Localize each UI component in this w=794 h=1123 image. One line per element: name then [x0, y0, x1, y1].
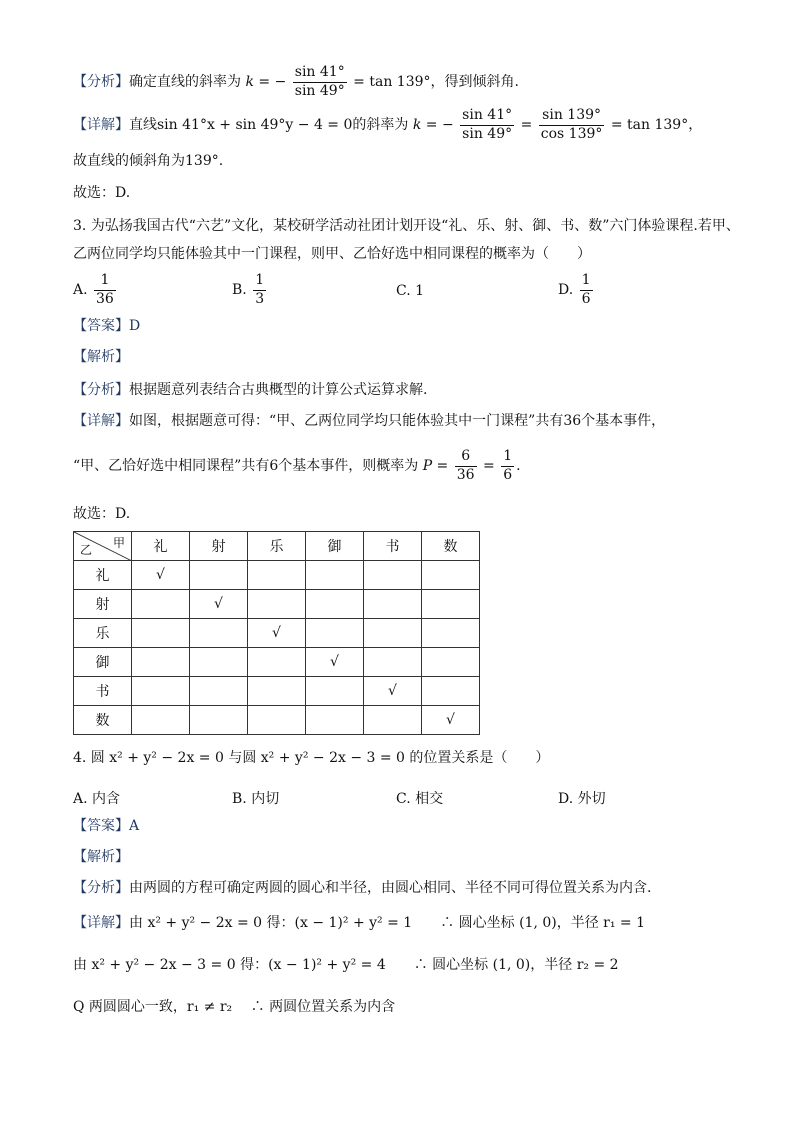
- fraction-numerator: sin 139°: [539, 107, 605, 126]
- option-label: D.: [558, 282, 574, 298]
- option-fraction: [94, 272, 116, 308]
- q3-jiexi: 【解析】: [73, 349, 129, 365]
- check-cell: √: [422, 706, 480, 735]
- q2-choice: 故选：D.: [73, 185, 131, 201]
- table-cell: [132, 619, 190, 648]
- table-cell: [248, 648, 306, 677]
- fraction-numerator: sin 41°: [460, 107, 514, 126]
- analysis-post: ，得到倾斜角.: [430, 74, 519, 90]
- table-corner: [74, 532, 132, 561]
- table-cell: [306, 619, 364, 648]
- table-cell: [248, 590, 306, 619]
- table-row: [74, 590, 480, 619]
- option-label: A.: [73, 282, 88, 298]
- check-cell: √: [364, 677, 422, 706]
- option-fraction: [580, 272, 593, 308]
- q4-option-b: B. 内切: [232, 791, 280, 807]
- table-cell: [422, 677, 480, 706]
- col-header: 数: [422, 532, 480, 561]
- table-row: [74, 648, 480, 677]
- table-cell: [364, 590, 422, 619]
- table-header-row: [74, 532, 480, 561]
- fraction-denominator: 36: [456, 466, 475, 483]
- detail-text: 如图，根据题意可得：“甲、乙两位同学均只能体验其中一门课程”共有36个基本事件，: [129, 413, 666, 429]
- detail-tag: 【详解】: [73, 413, 129, 429]
- table-cell: [364, 706, 422, 735]
- table-row: [74, 619, 480, 648]
- fraction-numerator: 6: [455, 448, 477, 467]
- equals-sign: =: [520, 117, 533, 133]
- col-header: 御: [306, 532, 364, 561]
- fraction-numerator: sin 41°: [293, 64, 347, 83]
- analysis-text: 根据题意列表结合古典概型的计算公式运算求解.: [129, 382, 428, 398]
- analysis-text: 确定直线的斜率为: [129, 74, 241, 90]
- table-cell: [190, 561, 248, 590]
- table-cell: [190, 677, 248, 706]
- q4-analysis: [73, 881, 651, 895]
- table-cell: [306, 561, 364, 590]
- table-cell: [248, 561, 306, 590]
- table-cell: [132, 648, 190, 677]
- equals-sign: =: [483, 458, 495, 474]
- q4-option-a: A. 内含: [73, 791, 121, 807]
- fraction-numerator: 1: [501, 448, 514, 467]
- table-cell: [422, 648, 480, 677]
- table-cell: [306, 677, 364, 706]
- period: .: [516, 458, 521, 474]
- check-cell: √: [132, 561, 190, 590]
- option-label: B.: [232, 282, 247, 298]
- table-cell: [306, 590, 364, 619]
- q4-detail-2: 由 x² + y² − 2x − 3 = 0 得：(x − 1)² + y² = 4 ∴ 圆心坐标 (1, 0)，半径 r₂ = 2: [73, 957, 619, 973]
- table-cell: [248, 706, 306, 735]
- table-cell: [422, 619, 480, 648]
- q3-option-d: [558, 272, 595, 308]
- table-cell: [364, 648, 422, 677]
- analysis-tag: 【分析】: [73, 382, 129, 398]
- slope-expr: k = −: [412, 117, 454, 133]
- option-fraction: [253, 272, 266, 308]
- slope-tail: = tan 139°: [353, 74, 431, 90]
- col-header: 礼: [132, 532, 190, 561]
- col-header: 书: [364, 532, 422, 561]
- course-table: [73, 531, 480, 735]
- q4-jiexi: 【解析】: [73, 849, 129, 865]
- detail-tag: 【详解】: [73, 915, 129, 931]
- fraction-numerator: 1: [94, 272, 116, 291]
- line-equation: sin 41°x + sin 49°y − 4 = 0: [157, 117, 353, 133]
- row-header: 乐: [74, 619, 132, 648]
- corner-bottom-label: 乙: [80, 543, 93, 557]
- q2-analysis-line: [73, 64, 519, 100]
- q4-detail-3: Q 两圆圆心一致，r₁ ≠ r₂ ∴ 两圆位置关系为内含: [73, 999, 396, 1015]
- check-cell: √: [248, 619, 306, 648]
- q3-detail-2: [73, 448, 521, 484]
- probability-fraction-1: [455, 448, 477, 484]
- q4-option-c: C. 相交: [396, 791, 444, 807]
- fraction-denominator: sin 49°: [294, 82, 345, 99]
- fraction-denominator: cos 139°: [540, 125, 603, 142]
- table-cell: [364, 619, 422, 648]
- analysis-tag: 【分析】: [73, 880, 129, 896]
- table-row: [74, 677, 480, 706]
- q3-stem-line1: 3. 为弘扬我国古代“六艺”文化，某校研学活动社团计划开设“礼、乐、射、御、书、数”六门体验课程.若甲、: [73, 218, 740, 234]
- corner-top-label: 甲: [112, 536, 125, 550]
- fraction-numerator: 1: [580, 272, 593, 291]
- detail-pre: 直线: [129, 117, 157, 133]
- q4-answer: 【答案】A: [73, 818, 140, 834]
- detail-text: 由 x² + y² − 2x = 0 得：(x − 1)² + y² = 1 ∴ 圆心坐标 (1, 0)，半径 r₁ = 1: [129, 915, 646, 931]
- q3-detail-1: [73, 414, 665, 428]
- row-header: 御: [74, 648, 132, 677]
- q3-analysis: [73, 383, 427, 397]
- fraction-denominator: 6: [581, 290, 591, 307]
- fraction-denominator: 3: [255, 290, 265, 307]
- probability-symbol: P =: [422, 458, 449, 474]
- detail-text: “甲、乙恰好选中相同课程”共有6个基本事件，则概率为: [73, 458, 419, 474]
- analysis-text: 由两圆的方程可确定两圆的圆心和半径，由圆心相同、半径不同可得位置关系为内含.: [129, 880, 652, 896]
- q3-option-c: C. 1: [396, 283, 425, 299]
- fraction-denominator: 36: [96, 290, 114, 307]
- check-cell: √: [306, 648, 364, 677]
- detail-comma: ，: [688, 117, 703, 133]
- table-cell: [132, 706, 190, 735]
- q3-answer: 【答案】D: [73, 318, 141, 334]
- table-cell: [190, 706, 248, 735]
- detail-tag: 【详解】: [73, 117, 129, 133]
- fraction-denominator: sin 49°: [462, 125, 513, 142]
- q3-option-a: [73, 272, 118, 308]
- fraction-denominator: 6: [503, 466, 513, 483]
- check-cell: √: [190, 590, 248, 619]
- analysis-tag: 【分析】: [73, 74, 129, 90]
- table-row: [74, 561, 480, 590]
- slope-fraction-2: [539, 107, 605, 143]
- table-cell: [248, 677, 306, 706]
- q2-detail-line: [73, 107, 702, 143]
- detail-tail: = tan 139°: [610, 117, 689, 133]
- fraction-numerator: 1: [253, 272, 266, 291]
- slope-fraction-1: [460, 107, 514, 143]
- probability-fraction-2: [501, 448, 514, 484]
- table-row: [74, 706, 480, 735]
- table-cell: [132, 677, 190, 706]
- slope-fraction: [293, 64, 347, 100]
- table-cell: [422, 561, 480, 590]
- q4-option-d: D. 外切: [558, 791, 606, 807]
- slope-expr: k = −: [245, 74, 287, 90]
- col-header: 射: [190, 532, 248, 561]
- table-cell: [306, 706, 364, 735]
- detail-mid: 的斜率为: [352, 117, 409, 133]
- q3-option-b: [232, 272, 268, 308]
- table-cell: [132, 590, 190, 619]
- row-header: 书: [74, 677, 132, 706]
- row-header: 射: [74, 590, 132, 619]
- q4-stem: 4. 圆 x² + y² − 2x = 0 与圆 x² + y² − 2x − 3 = 0 的位置关系是（ ）: [73, 750, 550, 766]
- row-header: 数: [74, 706, 132, 735]
- q2-conclusion: 故直线的倾斜角为139°.: [73, 153, 224, 169]
- table-cell: [364, 561, 422, 590]
- q3-choice: 故选：D.: [73, 506, 131, 522]
- col-header: 乐: [248, 532, 306, 561]
- row-header: 礼: [74, 561, 132, 590]
- table-cell: [190, 648, 248, 677]
- q3-stem-line2: 乙两位同学均只能体验其中一门课程，则甲、乙恰好选中相同课程的概率为（ ）: [73, 246, 591, 262]
- table-cell: [190, 619, 248, 648]
- table-cell: [422, 590, 480, 619]
- q4-detail-1: [73, 916, 645, 930]
